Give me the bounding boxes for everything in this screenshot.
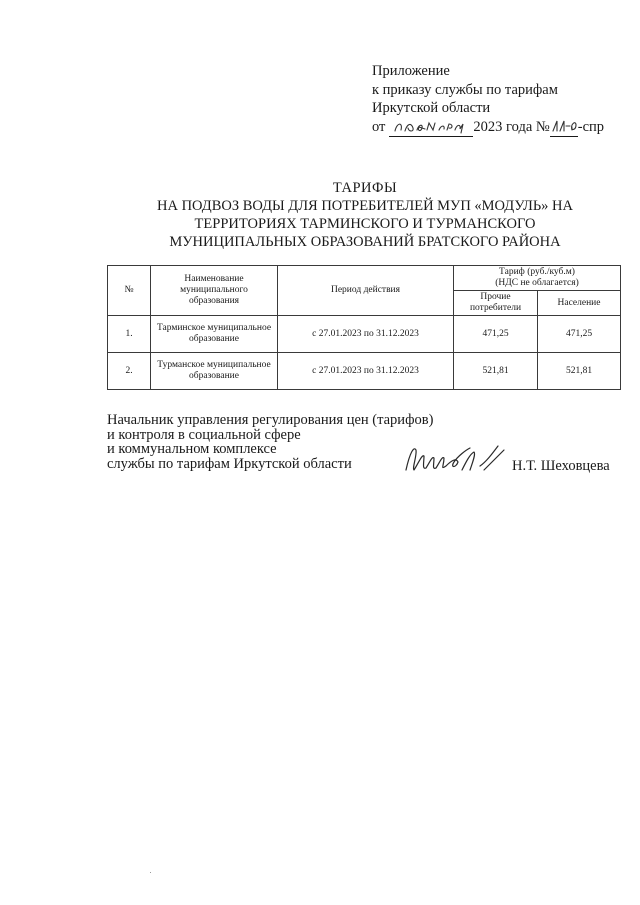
signature-line-3: и коммунальном комплексе bbox=[107, 441, 277, 457]
header-population: Население bbox=[538, 291, 621, 316]
tariff-table bbox=[107, 265, 621, 390]
order-prefix: от bbox=[372, 119, 386, 135]
row-population: 471,25 bbox=[538, 316, 621, 353]
title-line-1: ТАРИФЫ bbox=[332, 180, 398, 196]
signature-line-4: службы по тарифам Иркутской области bbox=[107, 455, 352, 472]
handwritten-date bbox=[389, 118, 473, 137]
handwritten-date-icon bbox=[389, 116, 473, 136]
header-vat-label: (НДС не облагается) bbox=[495, 278, 579, 288]
row-population: 521,81 bbox=[538, 353, 621, 390]
signature-line-1: Начальник управления регулирования цен (тарифов) bbox=[107, 412, 434, 428]
title-line-3: ТЕРРИТОРИЯХ ТАРМИНСКОГО И ТУРМАНСКОГО bbox=[194, 216, 536, 232]
order-date-line bbox=[372, 118, 632, 137]
handwritten-signature-icon bbox=[400, 440, 510, 480]
appendix-line-3: Иркутской области bbox=[372, 100, 491, 116]
document-title bbox=[100, 179, 630, 251]
signature-line-2: и контроля в социальной сфере bbox=[107, 426, 301, 443]
signer-name: Н.Т. Шеховцева bbox=[512, 458, 610, 474]
table-header-row bbox=[108, 266, 621, 291]
row-name: Турманское муниципальное образование bbox=[151, 353, 278, 390]
appendix-block bbox=[372, 62, 632, 137]
row-num: 2. bbox=[108, 353, 151, 390]
header-name: Наименование муниципального образования bbox=[151, 266, 278, 316]
scan-artifact bbox=[150, 872, 151, 873]
row-period: с 27.01.2023 по 31.12.2023 bbox=[278, 353, 454, 390]
row-other: 471,25 bbox=[454, 316, 538, 353]
header-tariff bbox=[454, 266, 621, 291]
header-other: Прочие потребители bbox=[454, 291, 538, 316]
table-row bbox=[108, 316, 621, 353]
header-period: Период действия bbox=[278, 266, 454, 316]
title-line-2: НА ПОДВОЗ ВОДЫ ДЛЯ ПОТРЕБИТЕЛЕЙ МУП «МОДУЛЬ» НА bbox=[157, 198, 573, 214]
header-tariff-label: Тариф (руб./куб.м) bbox=[499, 267, 575, 277]
row-period: с 27.01.2023 по 31.12.2023 bbox=[278, 316, 454, 353]
order-suffix: -спр bbox=[577, 119, 605, 135]
appendix-line-1: Приложение bbox=[372, 63, 450, 79]
row-name: Тарминское муниципальное образование bbox=[151, 316, 278, 353]
row-other: 521,81 bbox=[454, 353, 538, 390]
table-row bbox=[108, 353, 621, 390]
handwritten-number-icon bbox=[550, 116, 578, 136]
row-num: 1. bbox=[108, 316, 151, 353]
title-line-4: МУНИЦИПАЛЬНЫХ ОБРАЗОВАНИЙ БРАТСКОГО РАЙОНА bbox=[169, 234, 561, 250]
order-year: 2023 года № bbox=[473, 119, 550, 135]
appendix-line-2: к приказу службы по тарифам bbox=[372, 81, 558, 98]
header-num: № bbox=[108, 266, 151, 316]
handwritten-number bbox=[550, 118, 578, 137]
